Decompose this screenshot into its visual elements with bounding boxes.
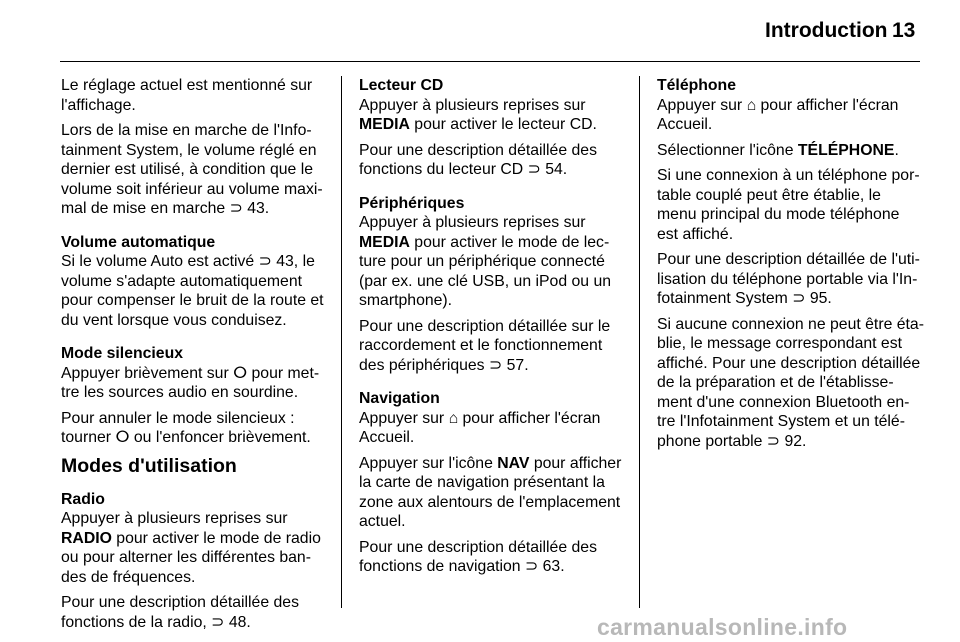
nav-key-label: NAV — [497, 454, 530, 472]
paragraph-no-connection: Si aucune connexion ne peut être éta- blie, le message correspondant est affiché. Pour une description détaillée de la préparation et de l'établisse- ment d'une connexion Bluetooth en- tre l'Infotainment System et un télé- phone portable ⊃ 92. — [657, 315, 924, 450]
page-ref: 63. — [542, 558, 565, 575]
paragraph-current-setting: Le réglage actuel est mentionné sur l'affichage. — [61, 77, 313, 114]
page-number: 13 — [892, 19, 916, 42]
heading-operating-modes: Modes d'utilisation — [61, 454, 237, 477]
section-navigation: Navigation Appuyer sur ⌂ pour afficher l'écran Accueil. — [359, 389, 629, 448]
power-mute-knob-icon: ⵔ — [115, 429, 130, 446]
heading-mute-mode: Mode silencieux — [61, 345, 184, 362]
column-2 — [359, 76, 629, 583]
section-mute-mode: Mode silencieux Appuyer brièvement sur ⵔ pour met- tre les sources audio en sourdine. — [61, 344, 333, 403]
page-ref-arrow-icon: ⊃ — [525, 558, 539, 575]
section-auto-volume: Volume automatique Si le volume Auto est activé ⊃ 43, le volume s'adapte automatiquement pour compenser le bruit de la route et du vent lorsque vous conduisez. — [61, 233, 333, 331]
section-peripherals: Périphériques Appuyer à plusieurs reprises sur MEDIA pour activer le mode de lec- ture pour un périphérique connecté (par ex. une clé USB, un iPod ou un smartphone). — [359, 194, 629, 311]
column-divider-2 — [639, 76, 640, 608]
page-ref: 43, le — [276, 253, 315, 270]
heading-telephone: Téléphone — [657, 77, 736, 94]
paragraph-peripherals-desc: Pour une description détaillée sur le raccordement et le fonctionnement des périphériques ⊃ 57. — [359, 317, 611, 374]
page-ref: 92. — [784, 432, 807, 450]
page-ref-arrow-icon: ⊃ — [258, 253, 272, 270]
section-cd-player: Lecteur CD Appuyer à plusieurs reprises sur MEDIA pour activer le lecteur CD. — [359, 76, 629, 135]
header-rule — [60, 61, 920, 62]
page-ref-arrow-icon: ⊃ — [488, 356, 503, 374]
media-key-label: MEDIA — [359, 116, 410, 133]
power-mute-knob-icon: ⵔ — [233, 364, 248, 382]
page-ref-arrow-icon: ⊃ — [766, 432, 781, 450]
section-telephone: Téléphone Appuyer sur ⌂ pour afficher l'écran Accueil. — [657, 76, 927, 135]
watermark: carmanualsonline.info — [597, 614, 848, 640]
heading-peripherals: Périphériques — [359, 194, 465, 212]
heading-auto-volume: Volume automatique — [61, 233, 216, 251]
header-section-title: Introduction — [765, 19, 888, 42]
telephone-key-label: TÉLÉPHONE — [797, 141, 895, 159]
page-ref: 48. — [228, 613, 251, 631]
paragraph-nav-desc: Pour une description détaillée des fonctions de navigation ⊃ 63. — [359, 538, 597, 575]
column-1 — [61, 76, 333, 638]
paragraph-phone-connected: Si une connexion à un téléphone por- table couplé peut être établie, le menu principal du mode téléphone est affiché. — [657, 167, 920, 243]
paragraph-startup-volume: Lors de la mise en marche de l'Info- tainment System, le volume réglé en dernier est utilisé, à condition que le volume soit inférieur au volume maxi- mal de mise en marche ⊃ 43. — [61, 122, 323, 217]
paragraph-cd-desc: Pour une description détaillée des fonctions du lecteur CD ⊃ 54. — [359, 141, 597, 178]
heading-navigation: Navigation — [359, 390, 440, 407]
page-ref-arrow-icon: ⊃ — [527, 161, 541, 178]
page-ref-arrow-icon: ⊃ — [792, 290, 806, 307]
section-radio: Radio Appuyer à plusieurs reprises sur RADIO pour activer le mode de radio ou pour alterner les différentes ban- des de fréquences. — [61, 490, 333, 588]
page-ref-arrow-icon: ⊃ — [211, 613, 225, 631]
column-divider-1 — [341, 76, 342, 608]
paragraph-nav-icon: Appuyer sur l'icône NAV pour afficher la carte de navigation présentant la zone aux alentours de l'emplacement actuel. — [359, 454, 622, 530]
heading-cd-player: Lecteur CD — [359, 77, 444, 94]
page-ref: 95. — [809, 290, 832, 307]
column-3 — [657, 76, 927, 457]
page-ref-arrow-icon: ⊃ — [229, 200, 243, 217]
radio-key-label: RADIO — [61, 529, 112, 547]
home-icon: ⌂ — [448, 409, 459, 427]
page-ref: 54. — [545, 161, 568, 178]
paragraph-phone-desc: Pour une description détaillée de l'uti- lisation du téléphone portable via l'In- fotainment System ⊃ 95. — [657, 251, 920, 307]
page-ref: 57. — [506, 356, 529, 374]
paragraph-select-phone: Sélectionner l'icône TÉLÉPHONE. — [657, 141, 899, 159]
home-icon: ⌂ — [746, 96, 757, 114]
paragraph-cancel-mute: Pour annuler le mode silencieux : tourner ⵔ ou l'enfoncer brièvement. — [61, 409, 311, 446]
paragraph-radio-desc: Pour une description détaillée des fonctions de la radio, ⊃ 48. — [61, 594, 299, 631]
page-ref: 43. — [247, 200, 270, 217]
heading-radio: Radio — [61, 490, 105, 508]
media-key-label: MEDIA — [359, 233, 410, 251]
